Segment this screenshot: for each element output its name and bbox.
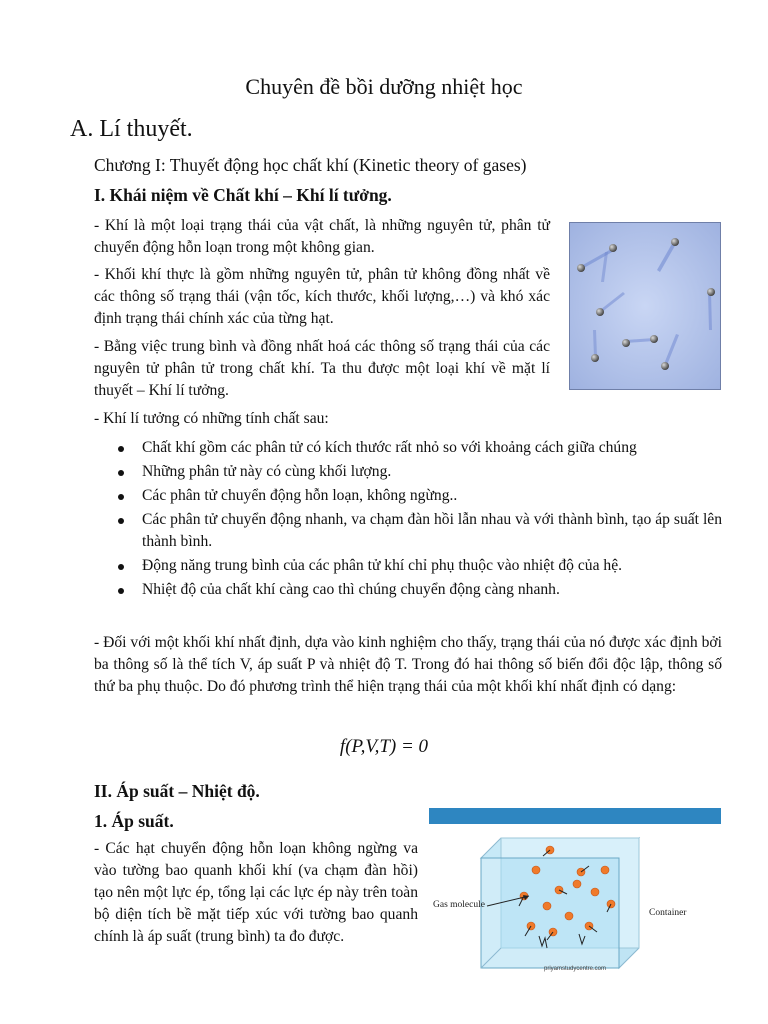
chapter-heading: Chương I: Thuyết động học chất khí (Kinetic theory of gases) xyxy=(94,155,527,175)
section-heading-a: A. Lí thuyết. xyxy=(70,116,193,142)
list-item xyxy=(94,579,722,601)
bullet-icon xyxy=(118,494,124,500)
paragraph-gas-definition: - Khí là một loại trạng thái của vật chất, là những nguyên tử, phân tử chuyển động hỗn loạn trong một không gian. xyxy=(94,217,550,256)
paragraph-state-equation: - Đối với một khối khí nhất định, dựa vào kinh nghiệm cho thấy, trạng thái của nó được xác định bởi ba thông số là thể tích V, áp suất P và nhiệt độ T. Trong đó hai thông số biến đổi độc lập, thông số thứ ba phụ thuộc. Do đó phương trình thể hiện trạng thái của một khối khí nhất định có dạng: xyxy=(94,634,722,695)
document-title: Chuyên đề bồi dưỡng nhiệt học xyxy=(245,74,523,99)
list-item-text: Chất khí gồm các phân tử có kích thước rất nhỏ so với khoảng cách giữa chúng xyxy=(142,439,637,456)
bullet-icon xyxy=(118,588,124,594)
list-item xyxy=(94,437,722,459)
paragraph-ideal-gas-properties-intro: - Khí lí tưởng có những tính chất sau: xyxy=(94,410,329,427)
paragraph-pressure: - Các hạt chuyển động hỗn loạn không ngừng va vào tường bao quanh khối khí (va chạm đàn hồi) tạo nên một lực ép, tổng lại các lực ép này trên toàn bộ diện tích bề mặt tiếp xúc với tường bao quanh chính là áp suất (trung bình) ta đo được. xyxy=(94,840,418,945)
bullet-icon xyxy=(118,518,124,524)
figure-banner-background xyxy=(429,808,721,824)
list-item-text: Những phân tử này có cùng khối lượng. xyxy=(142,463,392,480)
kinetic-theory-figure xyxy=(429,808,721,978)
subsection-heading-2: II. Áp suất – Nhiệt độ. xyxy=(94,781,260,801)
item-heading-pressure: 1. Áp suất. xyxy=(94,811,174,831)
list-item xyxy=(94,461,722,483)
list-item-text: Các phân tử chuyển động nhanh, va chạm đàn hồi lẫn nhau và với thành bình, tạo áp suất lên thành bình. xyxy=(142,511,722,550)
bullet-icon xyxy=(118,564,124,570)
bullet-icon xyxy=(118,446,124,452)
paragraph-real-gas: - Khối khí thực là gồm những nguyên tử, phân tử không đồng nhất về các thông số trạng thái (vận tốc, kích thước, khối lượng,…) và khó xác định trạng thái chính xác của từng hạt. xyxy=(94,266,550,327)
list-item xyxy=(94,485,722,507)
bullet-icon xyxy=(118,470,124,476)
figure-credit: priyamstudycentre.com xyxy=(543,966,607,972)
list-item xyxy=(94,555,722,577)
list-item-text: Nhiệt độ của chất khí càng cao thì chúng chuyển động càng nhanh. xyxy=(142,581,560,598)
list-item xyxy=(94,509,722,553)
ideal-gas-properties-list xyxy=(94,437,722,601)
gas-molecule-label: Gas molecule xyxy=(433,900,485,910)
subsection-heading-1: I. Khái niệm về Chất khí – Khí lí tưởng. xyxy=(94,185,392,205)
paragraph-ideal-gas: - Bằng việc trung bình và đồng nhất hoá các thông số trạng thái của các nguyên tử phân tử trong chất khí. Ta thu được một loại khí về mặt lí thuyết – Khí lí tưởng. xyxy=(94,338,550,399)
container-box xyxy=(481,838,639,968)
state-equation: f(P,V,T) = 0 xyxy=(339,736,429,757)
gas-molecules-figure xyxy=(569,222,721,390)
container-label: Container xyxy=(649,908,687,918)
list-item-text: Các phân tử chuyển động hỗn loạn, không ngừng.. xyxy=(142,487,458,504)
list-item-text: Động năng trung bình của các phân tử khí chỉ phụ thuộc vào nhiệt độ của hệ. xyxy=(142,557,623,574)
